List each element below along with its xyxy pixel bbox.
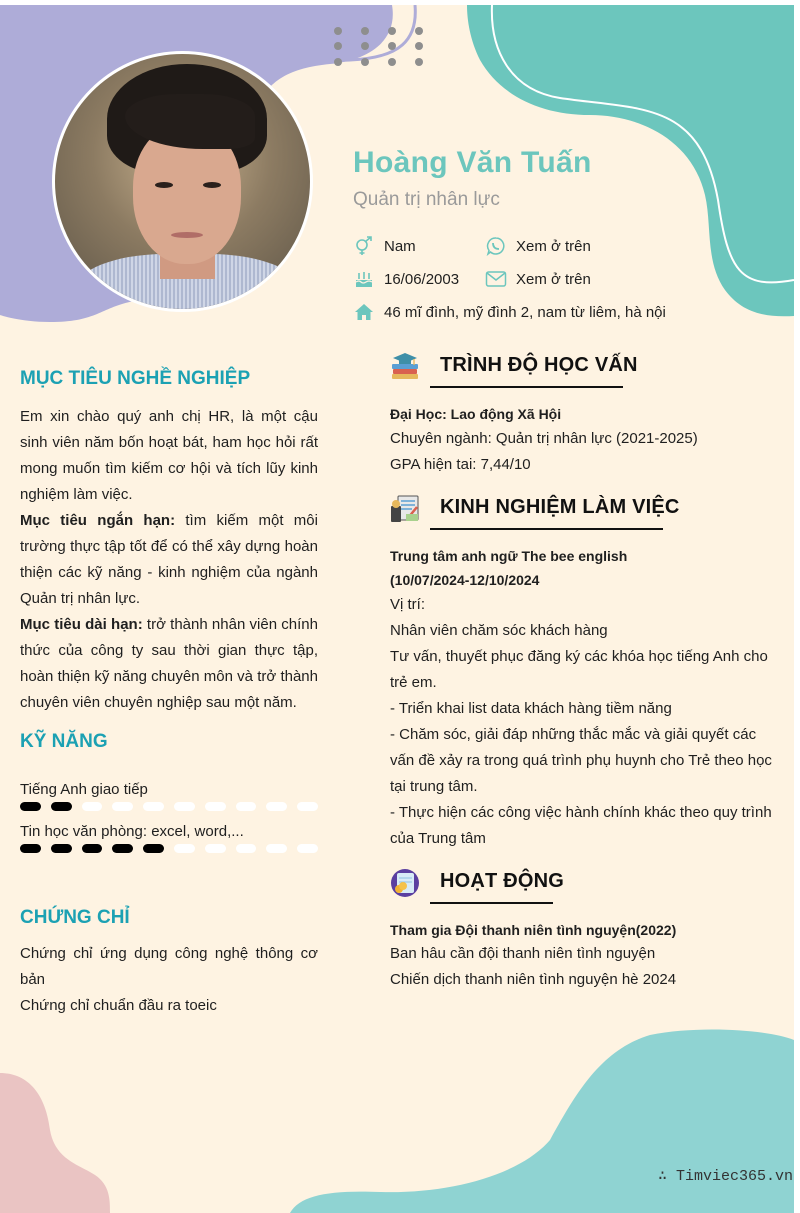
section-title: HOẠT ĐỘNG: [440, 870, 565, 892]
section-underline: [430, 528, 663, 530]
certificates-section: [20, 907, 318, 1019]
gender-icon: [353, 236, 375, 256]
major: Chuyên ngành: Quản trị nhân lực (2021-2025): [390, 430, 698, 447]
activity-item: Chiến dịch thanh niên tình nguyện hè 2024: [390, 971, 677, 988]
activity-item: Ban hâu cần đội thanh niên tình nguyện: [390, 945, 656, 962]
duty-item: - Chăm sóc, giải đáp những thắc mắc và giải quyết các vấn đề xảy ra trong quá trình phụ huynh cho Trẻ theo học tại trung tâm.: [390, 726, 772, 795]
address-value: 46 mĩ đình, mỹ đình 2, nam từ liêm, hà nội: [384, 303, 666, 321]
duty-item: Tư vấn, thuyết phục đăng ký các khóa học tiếng Anh cho trẻ em.: [390, 648, 768, 691]
phone-value: Xem ở trên: [516, 237, 591, 255]
position: Nhân viên chăm sóc khách hàng: [390, 622, 608, 639]
education-section: [390, 352, 775, 478]
skills-section: [20, 731, 318, 853]
gender-row: [353, 236, 416, 256]
skill-label: Tiếng Anh giao tiếp: [20, 781, 148, 798]
position-label: Vị trí:: [390, 596, 426, 613]
objective-intro: Em xin chào quý anh chị HR, là một cậu sinh viên năm bốn hoạt bát, ham học hỏi rất mong muốn tìm kiếm cơ hội và tích lũy kinh nghiệm làm việc.: [20, 408, 318, 503]
experience-section: [390, 494, 775, 852]
section-title: CHỨNG CHỈ: [20, 907, 130, 928]
section-title: MỤC TIÊU NGHỀ NGHIỆP: [20, 368, 251, 389]
duty-item: - Triển khai list data khách hàng tiềm năng: [390, 700, 672, 717]
gpa: GPA hiện tai: 7,44/10: [390, 456, 531, 473]
activity-title: Tham gia Đội thanh niên tình nguyện(2022): [390, 922, 677, 938]
skill-label: Tin học văn phòng: excel, word,...: [20, 823, 244, 840]
birthday-row: [353, 269, 459, 289]
birthday-cake-icon: [353, 269, 375, 289]
school-name: Đại Học: Lao động Xã Hội: [390, 406, 562, 422]
activities-section: [390, 868, 775, 993]
company-name: Trung tâm anh ngữ The bee english: [390, 548, 628, 564]
section-title: TRÌNH ĐỘ HỌC VẤN: [440, 354, 638, 376]
home-icon: [353, 302, 375, 322]
certificate-item: Chứng chỉ ứng dụng công nghệ thông cơ bản: [20, 945, 318, 988]
employment-period: (10/07/2024-12/10/2024: [390, 572, 540, 588]
short-term-text: tìm kiếm một môi trường thực tập tốt để có thể xây dựng hoàn thiện các kỹ năng - kinh nghiệm của ngành Quản trị nhân lực.: [20, 512, 318, 607]
watermark: ∴ Timviec365.vn: [658, 1168, 794, 1185]
short-term-label: Mục tiêu ngắn hạn:: [20, 512, 176, 529]
activity-badge-icon: [390, 868, 420, 898]
section-underline: [430, 386, 623, 388]
email-row: [485, 269, 591, 289]
long-term-label: Mục tiêu dài hạn:: [20, 616, 143, 633]
address-row: [353, 302, 666, 322]
objective-long-term: [20, 612, 318, 716]
duty-item: - Thực hiện các công việc hành chính khác theo quy trình của Trung tâm: [390, 804, 772, 847]
phone-row: [485, 236, 591, 256]
skill-item: [20, 781, 318, 811]
skill-rating: [20, 844, 318, 853]
long-term-text: trở thành nhân viên chính thức của công ty sau thời gian thực tập, hoàn thiện kỹ năng chuyên môn và trở thành chuyên viên chuyên nghiệp sau một năm.: [20, 616, 318, 711]
section-header: [390, 352, 775, 394]
section-header: [390, 868, 775, 910]
graduation-books-icon: [390, 352, 420, 382]
section-title: KỸ NĂNG: [20, 731, 108, 752]
whatsapp-icon: [485, 236, 507, 256]
work-document-icon: [390, 494, 420, 524]
section-underline: [430, 902, 553, 904]
top-border: [0, 0, 794, 5]
gender-value: Nam: [384, 237, 416, 255]
email-value: Xem ở trên: [516, 270, 591, 288]
section-title: KINH NGHIỆM LÀM VIỆC: [440, 496, 680, 518]
birthday-value: 16/06/2003: [384, 270, 460, 288]
candidate-name: Hoàng Văn Tuấn: [353, 146, 592, 179]
career-objective-section: [20, 368, 318, 716]
avatar-photo: [52, 51, 313, 312]
objective-short-term: [20, 508, 318, 612]
certificate-item: Chứng chỉ chuẩn đầu ra toeic: [20, 997, 217, 1014]
envelope-icon: [485, 269, 507, 289]
section-header: [390, 494, 775, 536]
skill-rating: [20, 802, 318, 811]
candidate-title: Quản trị nhân lực: [353, 189, 500, 210]
skill-item: [20, 823, 318, 853]
